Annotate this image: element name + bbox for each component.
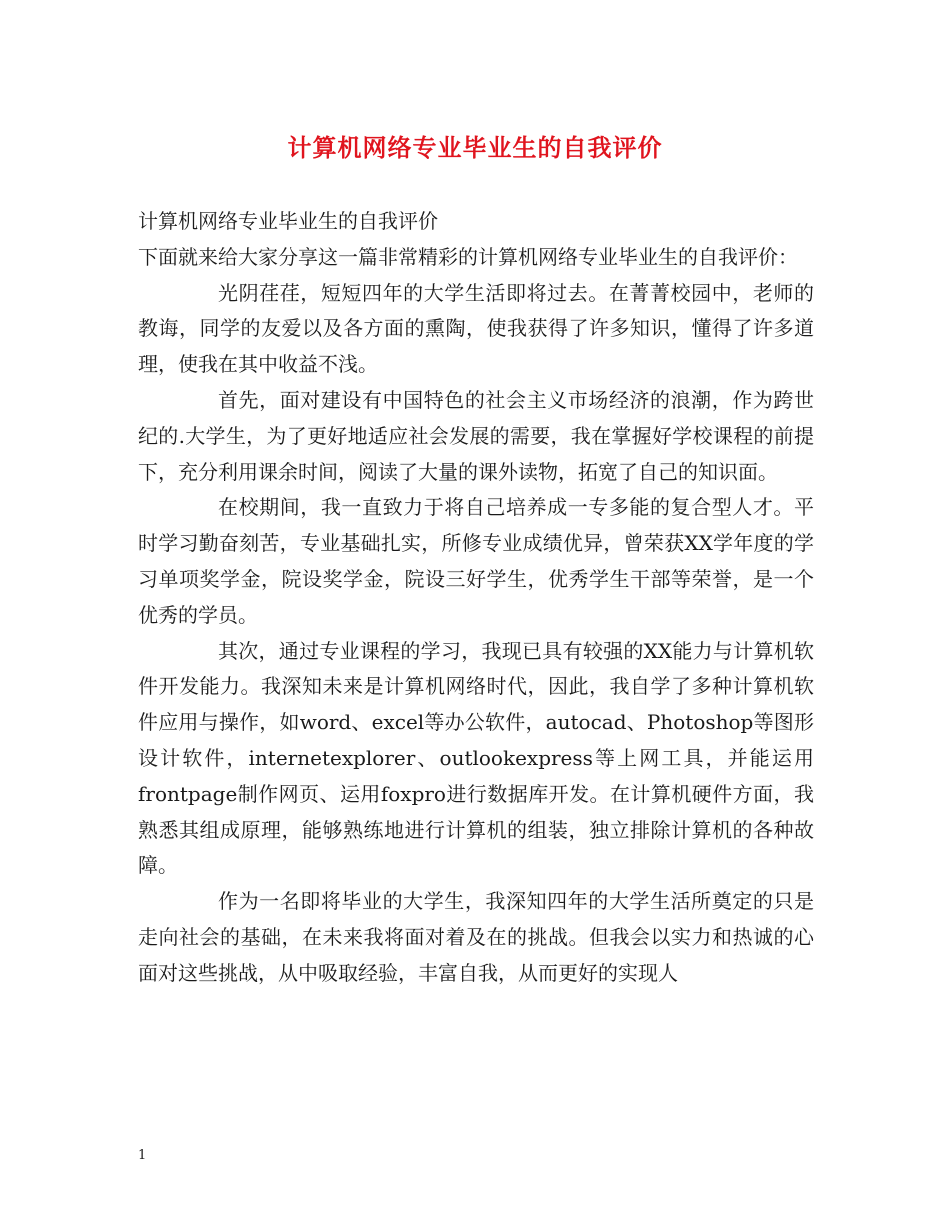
paragraph: 作为一名即将毕业的大学生，我深知四年的大学生活所奠定的只是走向社会的基础，在未来我将面对着及在的挑战。但我会以实力和热诚的心面对这些挑战，从中吸取经验，丰富自我，从而更好的实现人 [138, 889, 814, 985]
document-subtitle: 计算机网络专业毕业生的自我评价 [138, 209, 438, 233]
paragraph: 在校期间，我一直致力于将自己培养成一专多能的复合型人才。平时学习勤奋刻苦，专业基础扎实，所修专业成绩优异，曾荣获XX学年度的学习单项奖学金，院设奖学金，院设三好学生，优秀学生干部等荣誉，是一个优秀的学员。 [138, 495, 814, 627]
document-body [138, 204, 814, 992]
paragraph: 其次，通过专业课程的学习，我现已具有较强的XX能力与计算机软件开发能力。我深知未来是计算机网络时代，因此，我自学了多种计算机软件应用与操作，如word、excel等办公软件，autocad、Photoshop等图形设计软件，internetexplorer、outlookexpress等上网工具，并能运用frontpage制作网页、运用foxpro进行数据库开发。在计算机硬件方面，我熟悉其组成原理，能够熟练地进行计算机的组装，独立排除计算机的各种故障。 [138, 638, 814, 878]
page-number: 1 [138, 1148, 147, 1163]
intro-paragraph: 下面就来给大家分享这一篇非常精彩的计算机网络专业毕业生的自我评价： [138, 244, 798, 269]
paragraph: 首先，面对建设有中国特色的社会主义市场经济的浪潮，作为跨世纪的.大学生，为了更好地适应社会发展的需要，我在掌握好学校课程的前提下，充分利用课余时间，阅读了大量的课外读物，拓宽了自己的知识面。 [138, 387, 814, 484]
document-title: 计算机网络专业毕业生的自我评价 [287, 133, 663, 162]
paragraph: 光阴荏荏，短短四年的大学生活即将过去。在菁菁校园中，老师的教诲，同学的友爱以及各方面的熏陶，使我获得了许多知识，懂得了许多道理，使我在其中收益不浅。 [138, 280, 814, 377]
